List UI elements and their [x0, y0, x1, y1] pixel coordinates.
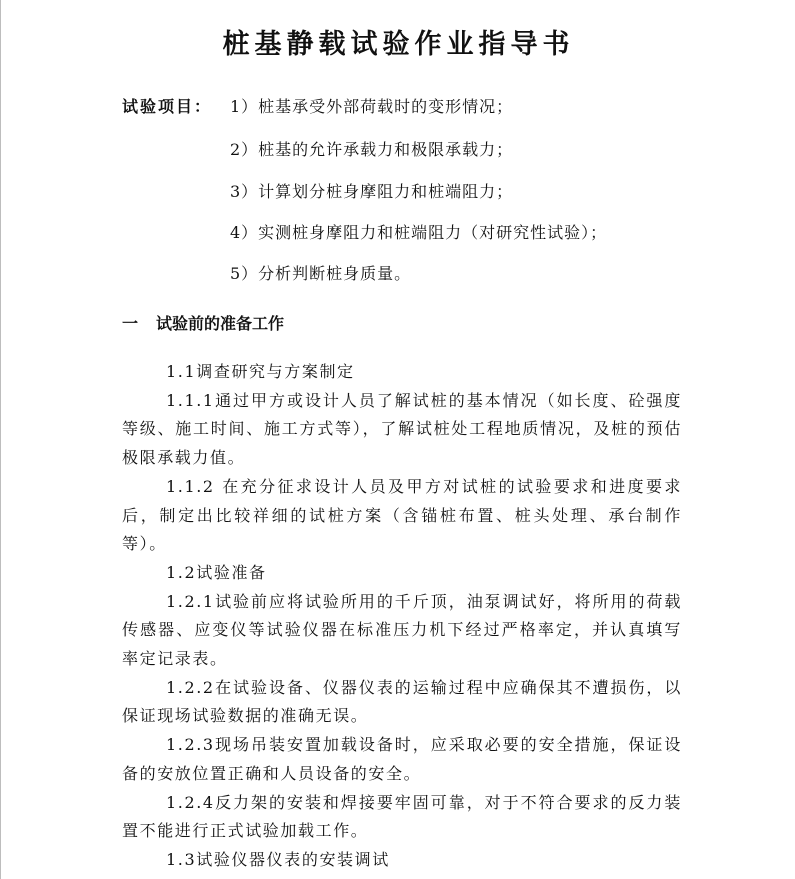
paragraph: 1.1.1通过甲方或设计人员了解试桩的基本情况（如长度、砼强度等级、施工时间、施工方式等），了解试桩处工程地质情况，及桩的预估极限承载力值。: [122, 390, 682, 468]
test-item: 5）分析判断桩身质量。: [230, 264, 412, 283]
paragraph: 1.2.4反力架的安装和焊接要牢固可靠，对于不符合要求的反力装置不能进行正式试验加载工作。: [122, 792, 682, 841]
test-item: 4）实测桩身摩阻力和桩端阻力（对研究性试验）；: [230, 223, 608, 242]
paragraph: 1.2.2在试验设备、仪器仪表的运输过程中应确保其不遭损伤，以保证现场试验数据的准确无误。: [122, 677, 682, 726]
paragraph: 1.1.2 在充分征求设计人员及甲方对试桩的试验要求和进度要求后，制定出比较祥细的试桩方案（含锚桩布置、桩头处理、承台制作等）。: [122, 476, 682, 554]
section-body: [122, 358, 682, 875]
section-number: 一: [122, 314, 139, 333]
test-item: 3）计算划分桩身摩阻力和桩端阻力；: [230, 182, 514, 201]
paragraph: 1.2.3现场吊装安置加载设备时，应采取必要的安全措施，保证设备的安放位置正确和人员设备的安全。: [122, 735, 682, 783]
test-items-label: 试验项目：: [122, 97, 213, 116]
paragraph: 1.2.1试验前应将试验所用的千斤顶，油泵调试好，将所用的荷载传感器、应变仪等试验仪器在标准压力机下经过严格率定，并认真填写率定记录表。: [122, 591, 682, 669]
test-item: 1）桩基承受外部荷载时的变形情况；: [230, 97, 514, 116]
section-heading: [122, 312, 284, 336]
test-item: 2）桩基的允许承载力和极限承载力；: [230, 140, 514, 159]
subsection-heading: 1.1调查研究与方案制定: [166, 362, 355, 381]
section-title: 试验前的准备工作: [156, 314, 285, 333]
document-title: 桩基静载试验作业指导书: [222, 29, 575, 60]
subsection-heading: 1.3试验仪器仪表的安装调试: [166, 849, 390, 869]
subsection-heading: 1.2试验准备: [166, 562, 267, 582]
